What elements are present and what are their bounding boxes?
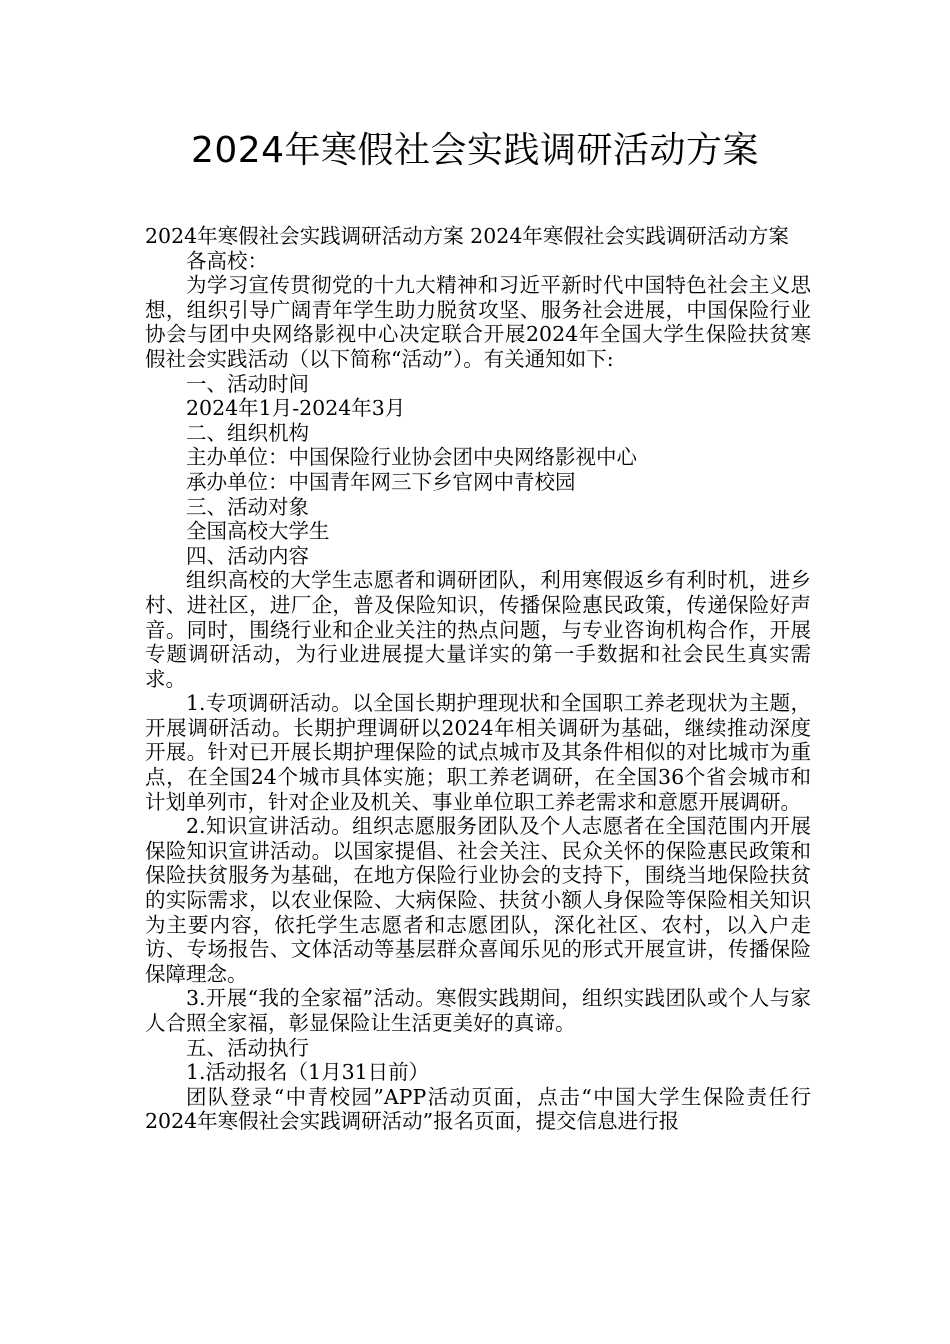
paragraph: 全国高校大学生 (186, 519, 330, 544)
paragraph: 四、活动内容 (186, 543, 309, 568)
paragraph: 2024年1月-2024年3月 (186, 396, 406, 421)
paragraph: 五、活动执行 (186, 1035, 309, 1060)
paragraph: 三、活动对象 (186, 494, 309, 519)
paragraph: 3.开展“我的全家福”活动。寒假实践期间，组织实践团队或个人与家人合照全家福，彰显保险让生活更美好的真谛。 (145, 986, 811, 1035)
paragraph: 1.活动报名（1月31日前） (186, 1060, 430, 1085)
paragraph: 主办单位：中国保险行业协会团中央网络影视中心 (186, 445, 637, 470)
document-title: 2024年寒假社会实践调研活动方案 (190, 130, 760, 171)
paragraph: 一、活动时间 (186, 371, 309, 396)
paragraph: 承办单位：中国青年网三下乡官网中青校园 (186, 469, 576, 494)
paragraph: 团队登录“中青校园”APP活动页面，点击“中国大学生保险责任行2024年寒假社会实践调研活动”报名页面，提交信息进行报 (145, 1084, 811, 1134)
paragraph: 2024年寒假社会实践调研活动方案 2024年寒假社会实践调研活动方案 (145, 224, 789, 248)
paragraph: 各高校： (186, 248, 268, 273)
paragraph: 二、组织机构 (186, 420, 309, 445)
paragraph: 为学习宣传贯彻党的十九大精神和习近平新时代中国特色社会主义思想，组织引导广阔青年学生助力脱贫攻坚、服务社会进展，中国保险行业协会与团中央网络影视中心决定联合开展2024年全国大学生保险扶贫寒假社会实践活动（以下简称“活动”）。有关通知如下: (145, 273, 811, 371)
paragraph: 1.专项调研活动。以全国长期护理现状和全国职工养老现状为主题，开展调研活动。长期护理调研以2024年相关调研为基础，继续推动深度开展。针对已开展长期护理保险的试点城市及其条件相似的对比城市为重点，在全国24个城市具体实施；职工养老调研，在全国36个省会城市和计划单列市，针对企业及机关、事业单位职工养老需求和意愿开展调研。 (145, 691, 811, 814)
document-body (145, 224, 811, 1134)
paragraph: 组织高校的大学生志愿者和调研团队，利用寒假返乡有利时机，进乡村、进社区，进厂企，普及保险知识，传播保险惠民政策，传递保险好声音。同时，围绕行业和企业关注的热点问题，与专业咨询机构合作，开展专题调研活动，为行业进展提大量详实的第一手数据和社会民生真实需求。 (145, 568, 811, 691)
paragraph: 2.知识宣讲活动。组织志愿服务团队及个人志愿者在全国范围内开展保险知识宣讲活动。以国家提倡、社会关注、民众关怀的保险惠民政策和保险扶贫服务为基础，在地方保险行业协会的支持下，围绕当地保险扶贫的实际需求，以农业保险、大病保险、扶贫小额人身保险等保险相关知识为主要内容，依托学生志愿者和志愿团队，深化社区、农村，以入户走访、专场报告、文体活动等基层群众喜闻乐见的形式开展宣讲，传播保险保障理念。 (145, 814, 811, 986)
